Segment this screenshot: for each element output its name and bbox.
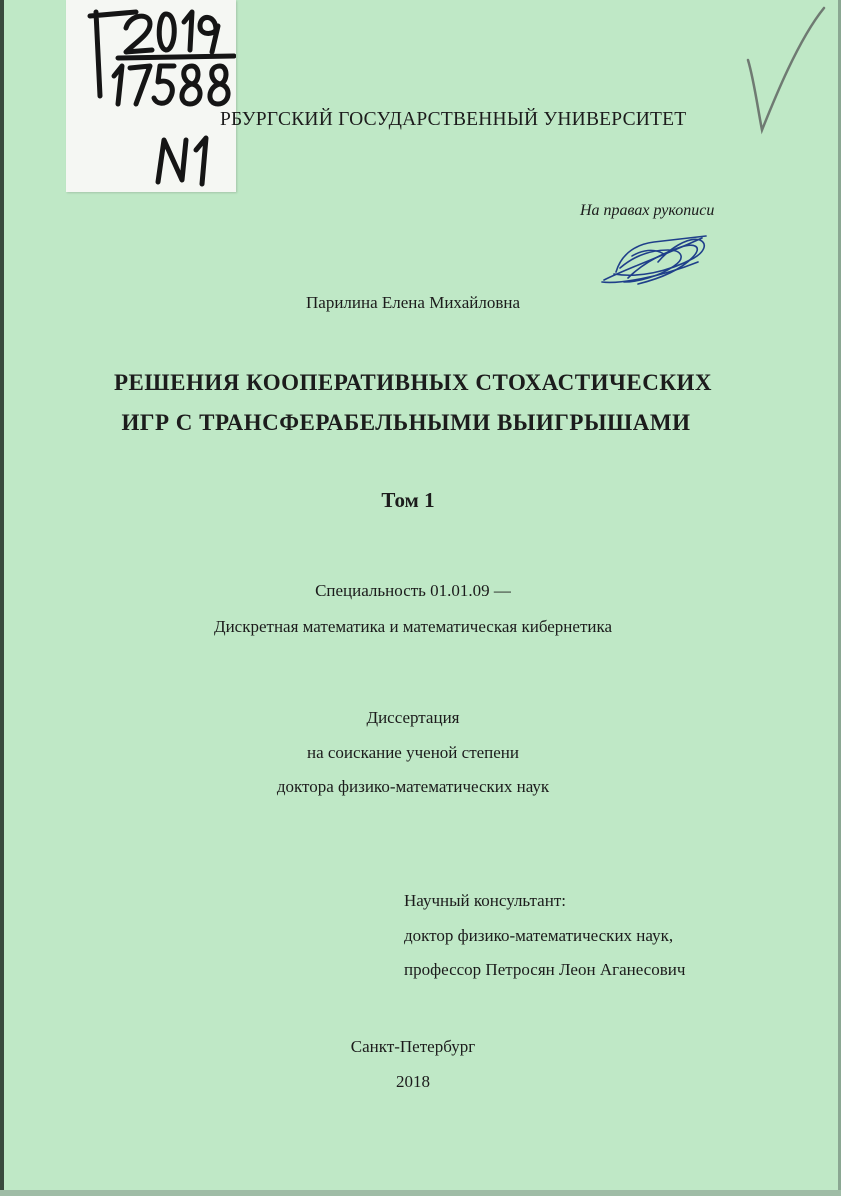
dissertation-title-line-2: ИГР С ТРАНСФЕРАБЕЛЬНЫМИ ВЫИГРЫШАМИ: [121, 410, 691, 435]
consultant-degree: доктор физико-математических наук,: [404, 926, 674, 945]
year: 2018: [396, 1072, 430, 1091]
pencil-check-mark: [740, 0, 830, 140]
work-type: Диссертация: [366, 708, 460, 727]
specialty-code: Специальность 01.01.09 —: [315, 581, 511, 600]
manuscript-rights-note: На правах рукописи: [580, 202, 715, 219]
signature: [598, 228, 718, 292]
author-name: Парилина Елена Михайловна: [306, 293, 520, 312]
library-call-number-sticker: [66, 0, 236, 192]
volume-label: Том 1: [381, 488, 435, 512]
scan-edge-bottom: [0, 1190, 841, 1196]
city: Санкт-Петербург: [350, 1037, 476, 1056]
consultant-name: профессор Петросян Леон Аганесович: [404, 960, 686, 979]
degree-purpose: на соискание ученой степени: [306, 743, 520, 762]
degree-name: доктора физико-математических наук: [276, 777, 550, 796]
specialty-name: Дискретная математика и математическая кибернетика: [213, 617, 613, 636]
university-name: РБУРГСКИЙ ГОСУДАРСТВЕННЫЙ УНИВЕРСИТЕТ: [220, 109, 687, 130]
dissertation-title-line-1: РЕШЕНИЯ КООПЕРАТИВНЫХ СТОХАСТИЧЕСКИХ: [113, 370, 712, 395]
consultant-heading: Научный консультант:: [404, 891, 566, 910]
handwritten-call-number: [66, 0, 236, 192]
